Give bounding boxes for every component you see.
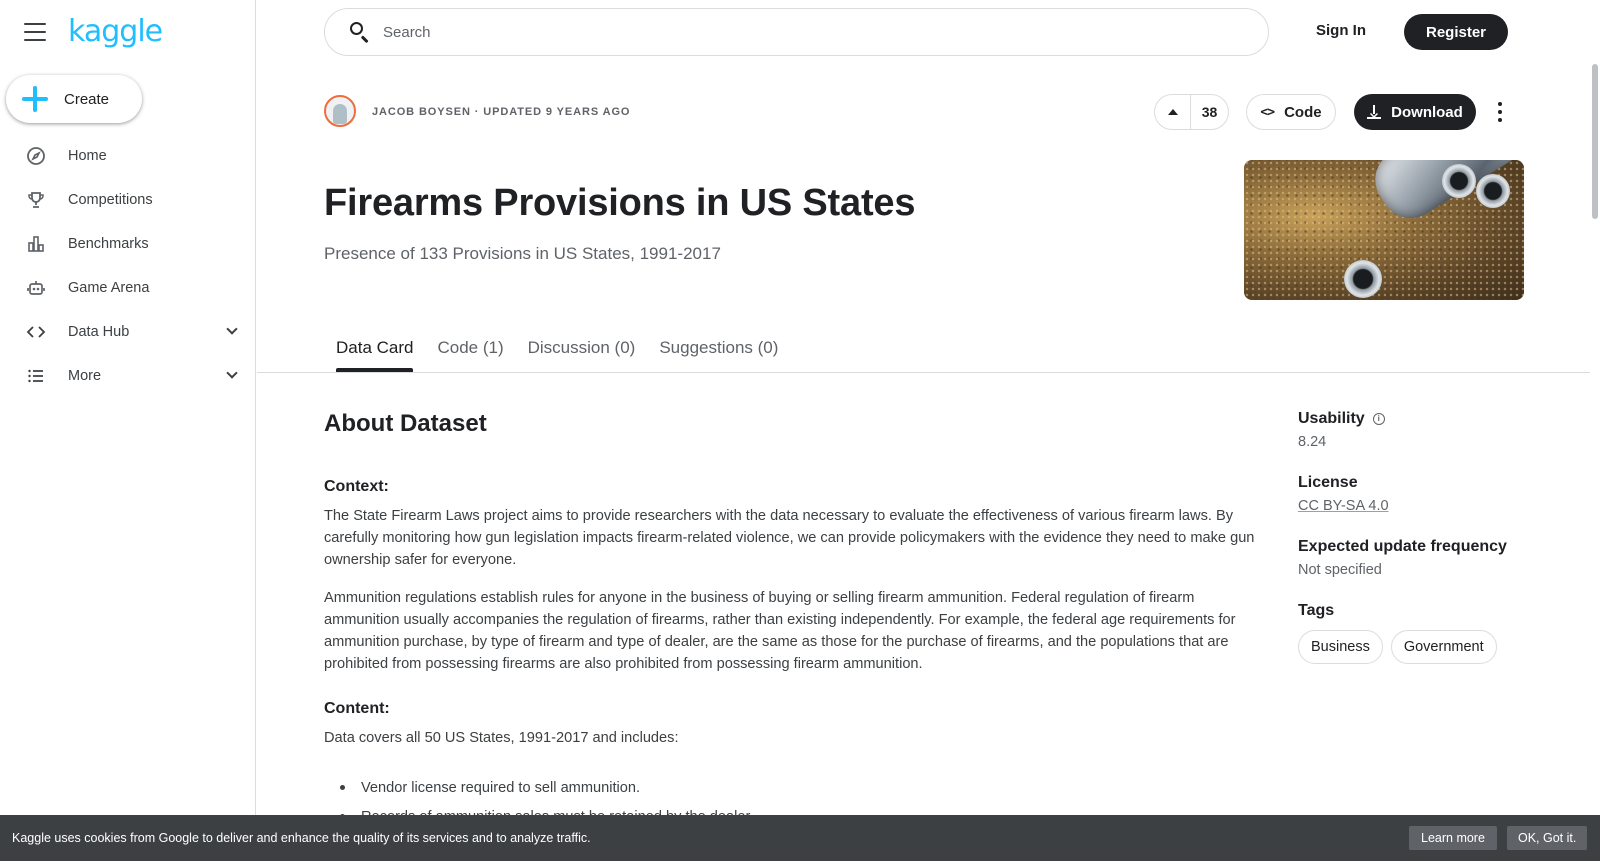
code-icon: <>: [1260, 104, 1275, 120]
download-button[interactable]: [1354, 94, 1476, 130]
tag-list: [1298, 630, 1538, 664]
list-icon: [26, 366, 46, 386]
dataset-meta: JACOB BOYSEN · UPDATED 9 YEARS AGO: [372, 106, 631, 118]
code-button-label: Code: [1284, 103, 1322, 121]
upvote-button[interactable]: [1155, 95, 1191, 129]
list-item-text: Vendor license required to sell ammunition.: [361, 779, 641, 796]
search-input[interactable]: [383, 24, 1243, 41]
sidebar-nav: [0, 134, 256, 398]
about-heading: About Dataset: [324, 410, 487, 437]
usability-value: 8.24: [1298, 434, 1327, 450]
author-avatar[interactable]: [324, 95, 356, 127]
robot-icon: [26, 278, 46, 298]
license-link[interactable]: CC BY-SA 4.0: [1298, 498, 1389, 514]
code-button[interactable]: [1246, 94, 1336, 130]
tabs-divider: [257, 372, 1590, 373]
sidebar-item-label: Data Hub: [68, 324, 130, 340]
license-label: License: [1298, 474, 1358, 491]
dataset-cover-image: [1244, 160, 1524, 300]
context-heading: Context:: [324, 478, 389, 495]
create-button[interactable]: [6, 75, 142, 123]
content-heading: Content:: [324, 700, 390, 717]
sidebar-item-competitions[interactable]: [0, 178, 256, 222]
context-paragraph-1: The State Firearm Laws project aims to provide researchers with the data necessary to evaluate the effectiveness of various firearm laws. By carefully monitoring how gun legislation impacts firearm-related violence, we can provide policymakers with the evidence they need to make gun ownership safer for everyone.: [324, 508, 1255, 568]
search-bar[interactable]: [324, 8, 1269, 56]
sidebar-item-game-arena[interactable]: [0, 266, 256, 310]
register-button[interactable]: Register: [1404, 14, 1508, 50]
usability-label: Usability: [1298, 410, 1365, 427]
info-icon[interactable]: i: [1373, 413, 1385, 425]
accept-cookies-button[interactable]: OK, Got it.: [1507, 826, 1587, 850]
tag-chip-government[interactable]: Government: [1391, 630, 1497, 664]
tab-discussion[interactable]: Discussion (0): [527, 338, 636, 357]
learn-more-button[interactable]: Learn more: [1409, 826, 1497, 850]
sidebar-item-label: More: [68, 368, 102, 384]
sidebar-item-label: Competitions: [68, 192, 153, 208]
dataset-title: Firearms Provisions in US States: [324, 182, 916, 224]
download-button-label: Download: [1391, 103, 1463, 121]
sidebar: [0, 0, 256, 861]
chevron-down-icon[interactable]: [226, 367, 237, 378]
scrollbar[interactable]: [1592, 64, 1598, 219]
dataset-tabs: [336, 330, 802, 372]
sidebar-item-label: Home: [68, 148, 107, 164]
sidebar-item-data-hub[interactable]: [0, 310, 256, 354]
sidebar-item-more[interactable]: [0, 354, 256, 398]
sign-in-link[interactable]: Sign In: [1316, 22, 1366, 39]
context-paragraph-2: Ammunition regulations establish rules for anyone in the business of buying or selling firearm ammunition. Federal regulation of firearm ammunition usually accompanies the regulation of firearms, rather than existing independently. For example, the federal age requirements for ammunition purchase, by type of firearm and type of dealer, are the same as those for the purchase of firearms, and the populations that are prohibited from possessing firearms are also prohibited from possessing firearm ammunition.: [324, 590, 1236, 672]
cookie-banner: [0, 815, 1600, 861]
tab-data-card[interactable]: Data Card: [336, 330, 413, 372]
sidebar-item-label: Game Arena: [68, 280, 150, 296]
update-frequency-value: Not specified: [1298, 562, 1382, 578]
plus-icon: [22, 86, 48, 112]
compass-icon: [26, 146, 46, 166]
tags-label: Tags: [1298, 602, 1335, 619]
search-icon: [349, 21, 371, 43]
more-options-icon[interactable]: [1494, 102, 1506, 122]
tab-code[interactable]: Code (1): [437, 338, 504, 357]
upvote-count: 38: [1201, 104, 1218, 120]
sidebar-item-benchmarks[interactable]: [0, 222, 256, 266]
tag-chip-business[interactable]: Business: [1298, 630, 1383, 664]
sidebar-item-home[interactable]: [0, 134, 256, 178]
update-frequency-label: Expected update frequency: [1298, 538, 1507, 555]
hamburger-menu-icon[interactable]: [24, 23, 46, 41]
dataset-info-panel: [1298, 410, 1538, 688]
upvote-control: [1154, 94, 1229, 130]
kaggle-logo[interactable]: kaggle: [68, 14, 163, 49]
bar-chart-icon: [26, 234, 46, 254]
tab-suggestions[interactable]: Suggestions (0): [659, 338, 779, 357]
download-icon: [1367, 105, 1381, 119]
cookie-text: Kaggle uses cookies from Google to deliver and enhance the quality of its services and to analyze traffic.: [12, 831, 591, 845]
trophy-icon: [26, 190, 46, 210]
arrow-up-icon: [1168, 109, 1178, 115]
create-label: Create: [64, 90, 110, 108]
brand: [24, 14, 162, 50]
code-brackets-icon: [26, 322, 46, 342]
dataset-subtitle: Presence of 133 Provisions in US States, 1991-2017: [324, 244, 721, 263]
list-item: [340, 773, 754, 802]
content-paragraph: Data covers all 50 US States, 1991-2017 and includes:: [324, 730, 679, 746]
chevron-down-icon[interactable]: [226, 323, 237, 334]
sidebar-item-label: Benchmarks: [68, 236, 149, 252]
